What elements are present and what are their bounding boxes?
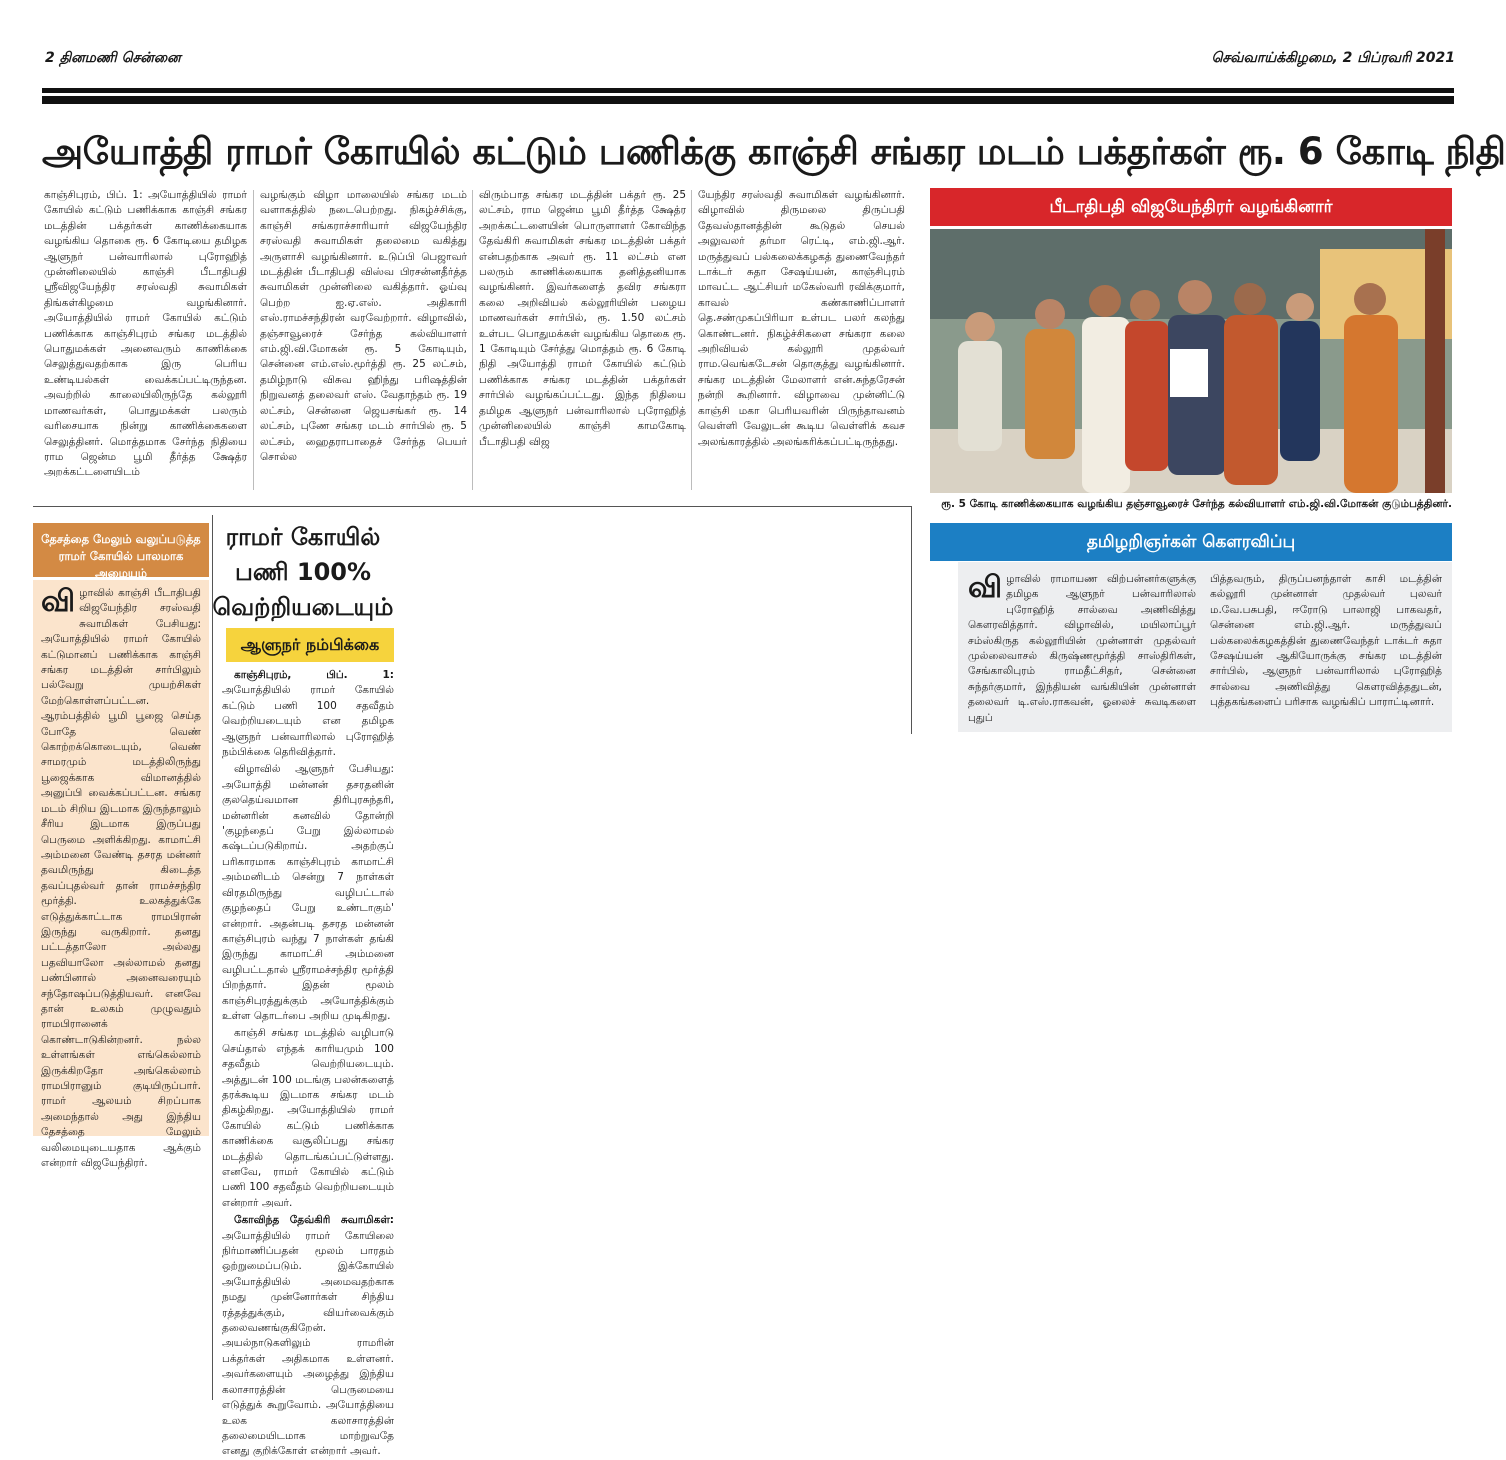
dateline: காஞ்சிபுரம், பிப். 1: bbox=[234, 669, 394, 681]
column-divider bbox=[472, 190, 473, 490]
lead-column-4: யேந்திர சரஸ்வதி சுவாமிகள் வழங்கினார். விழாவில் திருமலை திருப்பதி தேவஸ்தானத்தின் கூடுதல் செயல் அலுவலர் தர்மா ரெட்டி, எம்.ஜி.ஆர். மருத்துவப் பல்கலைக்கழகத் துணைவேந்தர் டாக்டர் சுதா சேஷய்யன், காஞ்சிபுரம் மாவட்ட ஆட்சியர் மகேஸ்வரி ரவிக்குமார், காவல் கண்காணிப்பாளர் தெ.சண்முகப்பிரியா உள்பட பலர் கலந்து கொண்டனர். நிகழ்ச்சிகளை சங்கரா கலை அறிவியல் கல்லூரி முதல்வர் ராம.வெங்கடேசன் தொகுத்து வழங்கினார். சங்கர மடத்தின் மேலாளர் என்.சுந்தரேசன் நன்றி கூறினார். விழாவை முன்னிட்டு காஞ்சி மகா பெரியவரின் பிருந்தாவனம் வெள்ளி வேலுடன் கூடிய வெள்ளிக் கவச அலங்காரத்தில் அலங்கரிக்கப்பட்டிருந்தது. bbox=[698, 189, 905, 448]
tamil-scholars-banner: தமிழறிஞர்கள் கௌரவிப்பு bbox=[930, 523, 1452, 561]
column-divider bbox=[691, 190, 692, 490]
event-photo bbox=[930, 229, 1452, 493]
main-headline: அயோத்தி ராமர் கோயில் கட்டும் பணிக்கு காஞ்சி சங்கர மடம் பக்தர்கள் ரூ. 6 கோடி நிதி bbox=[42, 130, 1506, 173]
governor-story-p2: விழாவில் ஆளுநர் பேசியது: அயோத்தி மன்னன் தசரதனின் குலதெய்வமான திரிபுரசுந்தரி, மன்னரின் கனவில் தோன்றி 'குழந்தைப் பேறு இல்லாமல் கஷ்டப்படுகிறாய். அதற்குப் பரிகாரமாக காஞ்சிபுரம் காமாட்சி அம்மனிடம் சென்று 7 நாள்கள் விரதமிருந்து வழிபட்டால் குழந்தைப் பேறு உண்டாகும்' என்றார். அதன்படி தசரத மன்னன் காஞ்சிபுரம் வந்து 7 நாள்கள் தங்கி இருந்து காமாட்சி அம்மனை வழிபட்டதால் ஸ்ரீராமச்சந்திர மூர்த்தி பிறந்தார். இதன் மூலம் காஞ்சிபுரத்துக்கும் அயோத்திக்கும் உள்ள தொடர்பை அறிய முடிகிறது. bbox=[222, 763, 394, 1022]
top-rule bbox=[42, 88, 1454, 93]
photo-banner: பீடாதிபதி விஜயேந்திரர் வழங்கினார் bbox=[930, 188, 1452, 226]
column-divider bbox=[253, 190, 254, 490]
governor-story-subhead: ஆளுநர் நம்பிக்கை bbox=[226, 628, 394, 662]
side-story-text bbox=[41, 584, 201, 1170]
governor-story-heading: ராமர் கோயில் பணி 100% வெற்றியடையும் bbox=[212, 523, 394, 621]
side-story-heading: தேசத்தை மேலும் வலுப்படுத்த ராமர் கோயில் பாலமாக அமையும் bbox=[33, 523, 209, 577]
section-rule bbox=[33, 506, 911, 507]
lead-column-3: விரும்பாத சங்கர மடத்தின் பக்தர் ரூ. 25 லட்சம், ராம ஜென்ம பூமி தீர்த்த க்ஷேத்ர அறக்கட்டளையின் பொருளாளர் கோவிந்த தேவ்கிரி சுவாமிகள் சங்கர மடத்தின் பக்தர் என்பதற்காக அவர் ரூ. 11 லட்சம் என பலரும் காணிக்கையாக தனித்தனியாக வழங்கினர். இவர்களைத் தவிர சங்கரா கலை அறிவியல் கல்லூரியின் பழைய மாணவர்கள் சார்பில், ரூ. 1.50 லட்சம் உள்பட பொதுமக்கள் வழங்கிய தொகை ரூ. 1 கோடியும் சேர்த்து மொத்தம் ரூ. 6 கோடி நிதி அயோத்தி ராமர் கோயில் கட்டும் பணிக்காக சங்கர மடத்தின் பக்தர்கள் சார்பில் வழங்கப்பட்டது. இந்த நிதியை தமிழக ஆளுநர் பன்வாரிலால் புரோஹித் முன்னிலையில் காஞ்சி காமகோடி பீடாதிபதி விஜ bbox=[479, 189, 686, 448]
governor-story-p1: அயோத்தியில் ராமர் கோயில் கட்டும் பணி 100 சதவீதம் வெற்றியடையும் என தமிழக ஆளுநர் பன்வாரிலால் புரோஹித் நம்பிக்கை தெரிவித்தார். bbox=[222, 684, 394, 759]
tamil-scholars-column-2: பித்தவரும், திருப்பனந்தாள் காசி மடத்தின் கல்லூரி முன்னாள் முதல்வர் புலவர் ம.வே.பசுபதி, ஈரோடு பாலாஜி பாகவதர், சென்னை எம்.ஜி.ஆர். மருத்துவப் பல்கலைக்கழகத்தின் துணைவேந்தர் டாக்டர் சுதா சேஷய்யன் ஆகியோருக்கு சங்கர மடத்தின் சார்பில், ஆளுநர் பன்வாரிலால் புரோஹித் சால்வை அணிவித்து கௌரவித்ததுடன், புத்தகங்களைப் பரிசாக வழங்கிப் பாராட்டினார். bbox=[1210, 573, 1442, 709]
governor-story-p3: காஞ்சி சங்கர மடத்தில் வழிபாடு செய்தால் எந்தக் காரியமும் 100 சதவீதம் வெற்றியடையும். அத்துடன் 100 மடங்கு பலன்களைத் தரக்கூடிய இடமாக சங்கர மடம் திகழ்கிறது. அயோத்தியில் ராமர் கோயில் கட்டும் பணிக்காக காணிக்கை வசூலிப்பது சங்கர மடத்தில் தொடங்கப்பட்டுள்ளது. எனவே, ராமர் கோயில் கட்டும் பணி 100 சதவீதம் வெற்றியடையும் என்றார் அவர். bbox=[222, 1027, 394, 1209]
top-rule-thick bbox=[42, 96, 1454, 104]
page-folio-right: செவ்வாய்க்கிழமை, 2 பிப்ரவரி 2021 bbox=[1211, 50, 1455, 66]
tamil-scholars-box bbox=[958, 562, 1452, 732]
drop-cap: வி bbox=[968, 570, 1003, 605]
subheading-govind: கோவிந்த தேவ்கிரி சுவாமிகள்: bbox=[234, 1214, 394, 1227]
event-photo-illustration bbox=[930, 229, 1452, 493]
story-frame-left bbox=[212, 515, 213, 1400]
side-story-box bbox=[33, 580, 209, 1170]
tamil-scholars-text-1: ழாவில் ராமாயண விற்பன்னர்களுக்கு தமிழக ஆளுநர் பன்வாரிலால் புரோஹித் சால்வை அணிவித்து கௌரவித்தார். விழாவில், மயிலாப்பூர் சம்ஸ்கிருத கல்லூரியின் முன்னாள் முதல்வர் முல்லைவாசல் கிருஷ்ணமூர்த்தி சாஸ்திரிகள், சேங்காலிபுரம் ராமதீட்சிதர், சென்னை சுந்தர்குமார், இந்தியன் வங்கியின் முன்னாள் தலைவர் டி.எஸ்.ராகவன், ஓலைச் சுவடிகளை புதுப் bbox=[968, 573, 1196, 724]
tamil-scholars-column-1 bbox=[968, 572, 1196, 722]
lead-column-1: காஞ்சிபுரம், பிப். 1: அயோத்தியில் ராமர் கோயில் கட்டும் பணிக்காக காஞ்சி சங்கர மடத்தின் பக்தர்கள் காணிக்கையாக வழங்கிய தொகை ரூ. 6 கோடியை தமிழக ஆளுநர் பன்வாரிலால் புரோஹித் முன்னிலையில் காஞ்சி பீடாதிபதி ஸ்ரீவிஜயேந்திர சரஸ்வதி சுவாமிகள் திங்கள்கிழமை வழங்கினார். அயோத்தியில் ராமர் கோயில் கட்டும் பணிக்காக காஞ்சிபுரம் சங்கர மடத்தில் பொதுமக்கள் அனைவரும் காணிக்கை செலுத்துவதற்காக இரு பெரிய உண்டியல்கள் வைக்கப்பட்டிருந்தன. அவற்றில் காலையிலிருந்தே கல்லூரி மாணவர்கள், பொதுமக்கள் பலரும் வரிசையாக நின்று காணிக்கைகளை செலுத்தினர். மொத்தமாக சேர்ந்த நிதியை ராம ஜென்ம பூமி தீர்த்த க்ஷேத்ர அறக்கட்டளையிடம் bbox=[44, 189, 247, 479]
photo-caption: ரூ. 5 கோடி காணிக்கையாக வழங்கிய தஞ்சாவூரைச் சேர்ந்த கல்வியாளர் எம்.ஜி.வி.மோகன் குடும்பத்தினர். bbox=[941, 498, 1452, 510]
governor-story-body bbox=[222, 668, 394, 1458]
drop-cap: வி bbox=[41, 584, 76, 619]
governor-story-p4: அயோத்தியில் ராமர் கோயிலை நிர்மாணிப்பதன் மூலம் பாரதம் ஒற்றுமைப்படும். இக்கோயில் அயோத்தியில் அமைவதற்காக நமது முன்னோர்கள் சிந்திய ரத்தத்துக்கும், வியர்வைக்கும் தலைவணங்குகிறேன். அயல்நாடுகளிலும் ராமரின் பக்தர்கள் அதிகமாக உள்ளனர். அவர்களையும் அழைத்து இந்திய கலாசாரத்தின் பெருமையை எடுத்துக் கூறுவோம். அயோத்தியை உலக கலாசாரத்தின் தலைமையிடமாக மாற்றுவதே எனது குறிக்கோள் என்றார் அவர். bbox=[222, 1229, 394, 1458]
side-story-body: ழாவில் காஞ்சி பீடாதிபதி விஜயேந்திர சரஸ்வதி சுவாமிகள் பேசியது: அயோத்தியில் ராமர் கோயில் கட்டுமானப் பணிக்காக காஞ்சி சங்கர மடத்தின் சார்பிலும் பல்வேறு முயற்சிகள் மேற்கொள்ளப்பட்டன. ஆரம்பத்தில் பூமி பூஜை செய்த போதே வெண் கொற்றக்கொடையும், வெண் சாமரமும் மடத்திலிருந்து பூஜைக்காக விமானத்தில் அனுப்பி வைக்கப்பட்டன. சங்கர மடம் சிறிய இடமாக இருந்தாலும் சீரிய இடமாக இருப்பது பெருமை அளிக்கிறது. காமாட்சி அம்மனை வேண்டி தசரத மன்னர் தவமிருந்து கிடைத்த தவப்புதல்வர் தான் ராமச்சந்திர மூர்த்தி. உலகத்துக்கே எடுத்துக்காட்டாக ராமபிரான் இருந்து வருகிறார். தனது பட்டத்தாலோ அல்லது பதவியாலோ அல்லாமல் தனது பண்பினால் அனைவரையும் சந்தோஷப்படுத்தியவர். எனவே தான் உலகம் முழுவதும் ராமபிரானைக் கொண்டாடுகின்றனர். நல்ல உள்ளங்கள் எங்கெல்லாம் இருக்கிறதோ அங்கெல்லாம் ராமபிரானும் குடியிருப்பார். ராமர் ஆலயம் சிறப்பாக அமைந்தால் அது இந்திய தேசத்தை மேலும் வலிமையுடையதாக ஆக்கும் என்றார் விஜயேந்திரர். bbox=[41, 587, 201, 1170]
section-rule bbox=[911, 506, 912, 734]
page-folio-left: 2 தினமணி சென்னை bbox=[45, 50, 181, 66]
lead-column-2: வழங்கும் விழா மாலையில் சங்கர மடம் வளாகத்தில் நடைபெற்றது. நிகழ்ச்சிக்கு, காஞ்சி சங்கராச்சாரியார் விஜயேந்திர சரஸ்வதி சுவாமிகள் தலைமை வகித்து அருளாசி வழங்கினார். உடுப்பி பெஜாவர் மடத்தின் பீடாதிபதி விஸ்வ பிரசன்னதீர்த்த சுவாமிகள் முன்னிலை வகித்தார். ஓய்வு பெற்ற ஐ.ஏ.எஸ். அதிகாரி எஸ்.ராமச்சந்திரன் வரவேற்றார். விழாவில், தஞ்சாவூரைச் சேர்ந்த கல்வியாளர் எம்.ஜி.வி.மோகன் ரூ. 5 கோடியும், சென்னை எம்.எஸ்.மூர்த்தி ரூ. 25 லட்சம், தமிழ்நாடு விசுவ ஹிந்து பரிஷத்தின் நிறுவனத் தலைவர் எஸ். வேதாந்தம் ரூ. 19 லட்சம், சென்னை ஜெயசங்கர் ரூ. 14 லட்சம், புணே சங்கர மடம் சார்பில் ரூ. 5 லட்சம், ஹைதராபாதைச் சேர்ந்த பெயர் சொல்ல bbox=[260, 189, 467, 463]
